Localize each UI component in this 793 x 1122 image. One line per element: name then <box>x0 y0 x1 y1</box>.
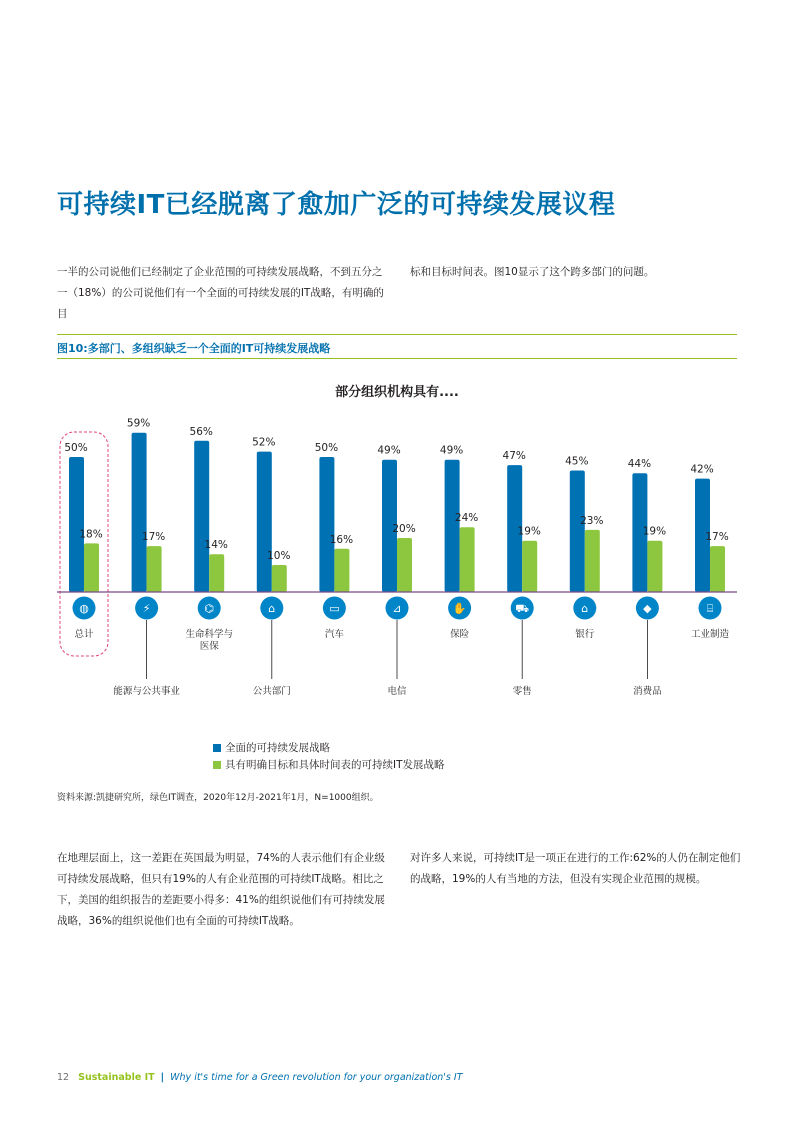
value-label-targets: 19% <box>517 525 541 538</box>
body-left-line: 下，美国的组织报告的差距要小得多：41%的组织说他们有可持续发展 <box>57 894 385 906</box>
bar-targets-3 <box>272 565 287 592</box>
bar-targets-1 <box>147 546 162 592</box>
icon-glyph: ▭ <box>329 602 340 615</box>
bar-targets-2 <box>209 554 224 592</box>
icon-glyph: ⊿ <box>392 602 402 615</box>
intro-left-line: 一（18%）的公司说他们有一个全面的可持续发展的IT战略，有明确的目 <box>57 287 384 320</box>
icon-glyph: ⌸ <box>706 602 714 615</box>
figure-caption: 图10:多部门、多组织缺乏一个全面的IT可持续发展战略 <box>57 342 331 355</box>
chart-title: 部分组织机构具有.... <box>335 385 459 400</box>
page-footer <box>57 1072 463 1083</box>
legend-label: 全面的可持续发展战略 <box>225 742 330 754</box>
legend-item-comprehensive <box>213 739 445 756</box>
category-label: 工业制造 <box>690 629 730 640</box>
value-label-targets: 17% <box>705 531 729 544</box>
value-label-targets: 18% <box>79 528 103 541</box>
value-label-targets: 19% <box>642 525 667 538</box>
category-label: 医保 <box>199 641 219 652</box>
value-label-comprehensive: 49% <box>377 444 401 457</box>
bar-comprehensive-2 <box>194 441 209 592</box>
intro-left-line: 一半的公司说他们已经制定了企业范围的可持续发展战略，不到五分之 <box>57 266 383 278</box>
bar-comprehensive-3 <box>257 452 272 592</box>
value-label-targets: 24% <box>454 512 479 525</box>
bar-targets-7 <box>522 541 537 592</box>
category-labels <box>74 620 729 697</box>
figure-caption-rule <box>57 358 737 359</box>
body-left-line: 在地理层面上，这一差距在英国最为明显，74%的人表示他们有企业级 <box>57 852 385 864</box>
value-label-comprehensive: 45% <box>565 455 589 468</box>
shopping-cart-icon <box>511 597 534 620</box>
value-label-targets: 23% <box>580 514 604 527</box>
intro-right <box>410 262 740 283</box>
bar-comprehensive-0 <box>69 457 84 592</box>
legend-label: 具有明确目标和具体时间表的可持续IT发展战略 <box>225 759 445 771</box>
category-label: 消费品 <box>633 686 662 697</box>
globe-icon <box>73 597 96 620</box>
car-icon <box>323 597 346 620</box>
factory-icon <box>699 597 722 620</box>
chart-legend <box>213 739 445 773</box>
value-label-targets: 10% <box>267 550 291 562</box>
bar-chart <box>0 372 793 732</box>
bar-targets-0 <box>84 543 99 592</box>
icon-glyph: ✋ <box>452 602 467 615</box>
body-left <box>57 848 392 932</box>
intro-right-line: 标和目标时间表。图10显示了这个跨多部门的问题。 <box>410 266 655 278</box>
category-label: 银行 <box>575 629 595 640</box>
category-label: 公共部门 <box>252 686 291 697</box>
hand-shield-icon <box>448 597 471 620</box>
icon-glyph: ⌂ <box>268 602 276 615</box>
value-label-comprehensive: 50% <box>314 442 339 454</box>
price-tag-icon <box>636 597 659 620</box>
value-label-comprehensive: 44% <box>627 458 652 471</box>
value-label-comprehensive: 49% <box>439 444 464 457</box>
bar-targets-5 <box>397 538 412 592</box>
intro-left <box>57 262 392 325</box>
footer-tagline: Why it's time for a Green revolution for your organization's IT <box>170 1072 463 1083</box>
bar-targets-4 <box>334 549 349 592</box>
value-label-comprehensive: 50% <box>64 442 88 454</box>
page-title: 可持续IT已经脱离了愈加广泛的可持续发展议程 <box>57 190 616 220</box>
dna-icon <box>198 597 221 620</box>
source-note: 资料来源:凯捷研究所，绿色IT调查，2020年12月-2021年1月，N=1000组织。 <box>57 793 379 803</box>
value-label-targets: 14% <box>204 539 228 552</box>
value-label-targets: 20% <box>392 523 416 535</box>
legend-swatch-blue <box>213 744 221 752</box>
value-label-comprehensive: 59% <box>126 417 151 430</box>
bar-targets-10 <box>710 546 725 592</box>
bar-targets-9 <box>647 541 662 592</box>
icon-glyph: ◆ <box>643 602 652 615</box>
icon-glyph: ◍ <box>79 602 89 615</box>
bank-icon <box>573 597 596 620</box>
category-label: 生命科学与 <box>185 629 233 640</box>
category-label: 汽车 <box>324 629 344 640</box>
category-icons <box>73 597 722 620</box>
page-number: 12 <box>57 1072 70 1083</box>
footer-brand: Sustainable IT <box>78 1072 155 1083</box>
category-label: 能源与公共事业 <box>113 686 180 697</box>
chart-bars <box>60 418 729 656</box>
bar-comprehensive-8 <box>570 471 585 593</box>
body-left-line: 战略，36%的组织说他们也有全面的可持续IT战略。 <box>57 915 300 927</box>
footer-separator: | <box>160 1072 165 1083</box>
body-right <box>410 848 745 890</box>
category-label: 电信 <box>387 686 407 697</box>
value-label-targets: 16% <box>329 533 354 546</box>
category-label: 保险 <box>450 629 470 640</box>
bar-comprehensive-4 <box>319 457 334 592</box>
body-right-line: 对许多人来说，可持续IT是一项正在进行的工作:62%的人仍在制定他们 <box>410 852 741 864</box>
satellite-dish-icon <box>386 597 409 620</box>
bar-comprehensive-6 <box>445 460 460 592</box>
value-label-comprehensive: 47% <box>502 450 526 463</box>
icon-glyph: ⛟ <box>515 602 530 615</box>
legend-swatch-green <box>213 761 221 769</box>
power-tower-icon <box>135 597 158 620</box>
body-left-line: 可持续发展战略，但只有19%的人有企业范围的可持续IT战略。相比之 <box>57 873 384 885</box>
category-label: 零售 <box>512 686 532 697</box>
value-label-comprehensive: 42% <box>690 463 714 476</box>
icon-glyph: ⚡ <box>142 602 151 615</box>
value-label-comprehensive: 52% <box>252 436 276 449</box>
bar-comprehensive-1 <box>132 433 147 592</box>
figure-top-rule <box>57 334 737 335</box>
category-label: 总计 <box>74 629 94 640</box>
government-building-icon <box>260 597 283 620</box>
icon-glyph: ⌂ <box>581 602 589 615</box>
legend-item-targets <box>213 756 445 773</box>
bar-targets-8 <box>585 530 600 592</box>
bar-targets-6 <box>460 527 475 592</box>
icon-glyph: ⌬ <box>204 602 215 615</box>
value-label-targets: 17% <box>141 531 166 544</box>
body-right-line: 的战略，19%的人有当地的方法，但没有实现企业范围的规模。 <box>410 873 707 885</box>
value-label-comprehensive: 56% <box>189 425 213 438</box>
